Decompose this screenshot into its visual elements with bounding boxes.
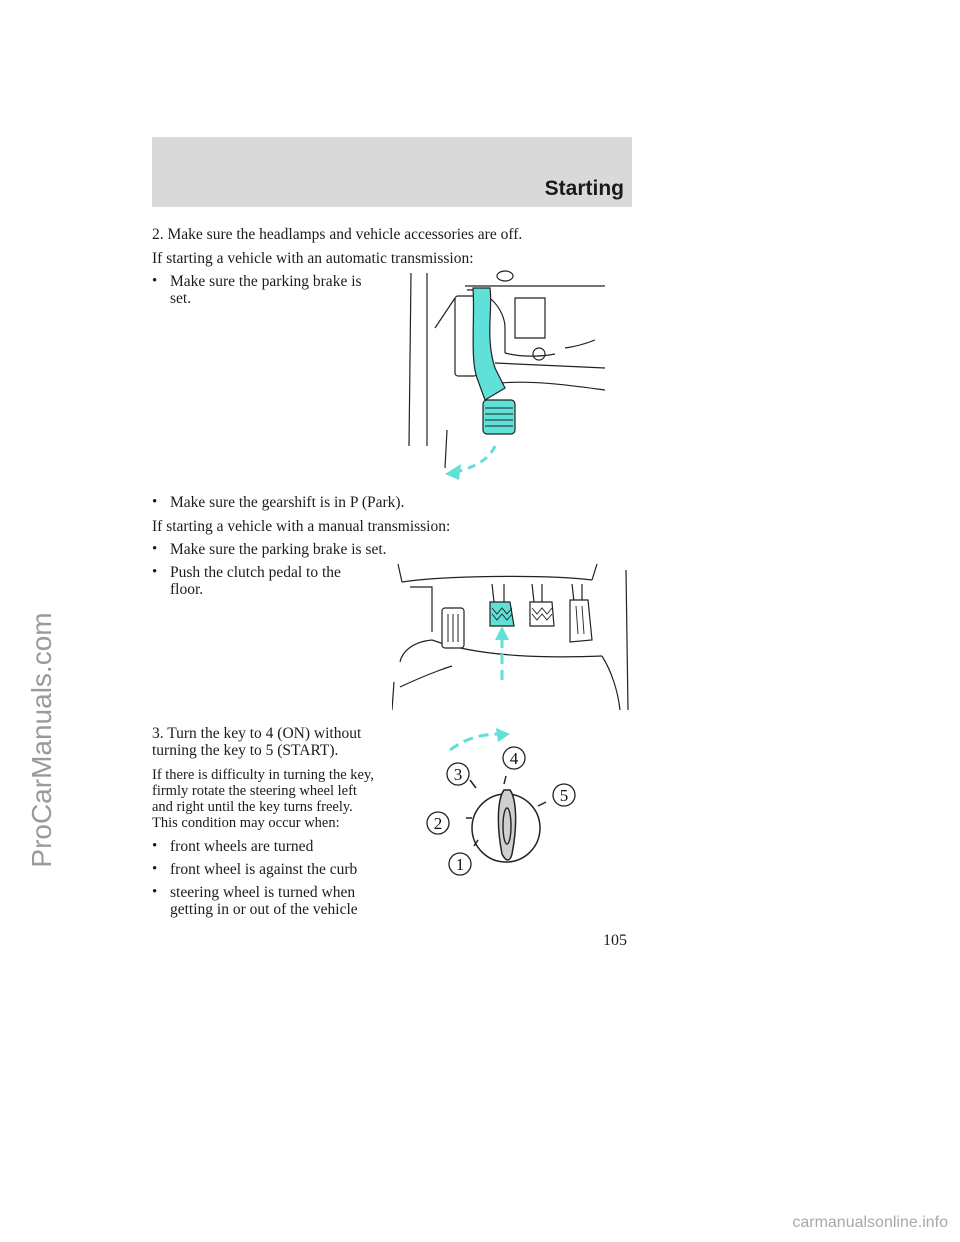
manual-bullet-2-line-1: Push the clutch pedal to the [170,564,341,581]
condition-bullet-2: front wheel is against the curb [170,861,358,878]
parking-brake-illustration [405,268,615,483]
bullet: • [152,564,158,580]
bullet: • [152,861,158,877]
ignition-label-2: 2 [433,814,443,833]
auto-bullet-1-line-1: Make sure the parking brake is [170,273,362,290]
page-number: 105 [603,932,627,949]
condition-bullet-3-line-1: steering wheel is turned when [170,884,356,901]
tick-5 [538,802,546,806]
bullet: • [152,494,158,510]
bullet: • [152,273,158,289]
automatic-intro: If starting a vehicle with an automatic transmission: [152,250,474,267]
bullet: • [152,884,158,900]
auto-bullet-2: Make sure the gearshift is in P (Park). [170,494,405,511]
ignition-key-illustration [418,728,578,888]
step-3-line-2: turning the key to 5 (START). [152,742,339,759]
ignition-label-1: 1 [455,855,465,874]
section-title: Starting [544,177,624,200]
bullet: • [152,541,158,557]
bullet: • [152,838,158,854]
condition-bullet-3-line-2: getting in or out of the vehicle [170,901,358,918]
manual-bullet-2-line-2: floor. [170,581,204,598]
ignition-label-3: 3 [453,765,463,784]
step-2-text: 2. Make sure the headlamps and vehicle accessories are off. [152,226,523,243]
ignition-label-4: 4 [509,749,519,768]
bottom-watermark: carmanualsonline.info [792,1214,948,1231]
side-watermark: ProCarManuals.com [26,612,57,868]
manual-bullet-1: Make sure the parking brake is set. [170,541,387,558]
tick-4 [504,776,506,784]
difficulty-line-2: firmly rotate the steering wheel left [152,783,357,799]
section-header-band [152,137,632,207]
difficulty-line-1: If there is difficulty in turning the key, [152,767,374,783]
manual-intro: If starting a vehicle with a manual transmission: [152,518,451,535]
auto-bullet-1-line-2: set. [170,290,192,307]
condition-bullet-1: front wheels are turned [170,838,314,855]
difficulty-line-4: This condition may occur when: [152,815,340,831]
tick-3 [470,780,476,788]
step-3-line-1: 3. Turn the key to 4 (ON) without [152,725,362,742]
difficulty-line-3: and right until the key turns freely. [152,799,353,815]
ignition-label-5: 5 [559,786,569,805]
clutch-pedal-illustration [392,562,632,712]
